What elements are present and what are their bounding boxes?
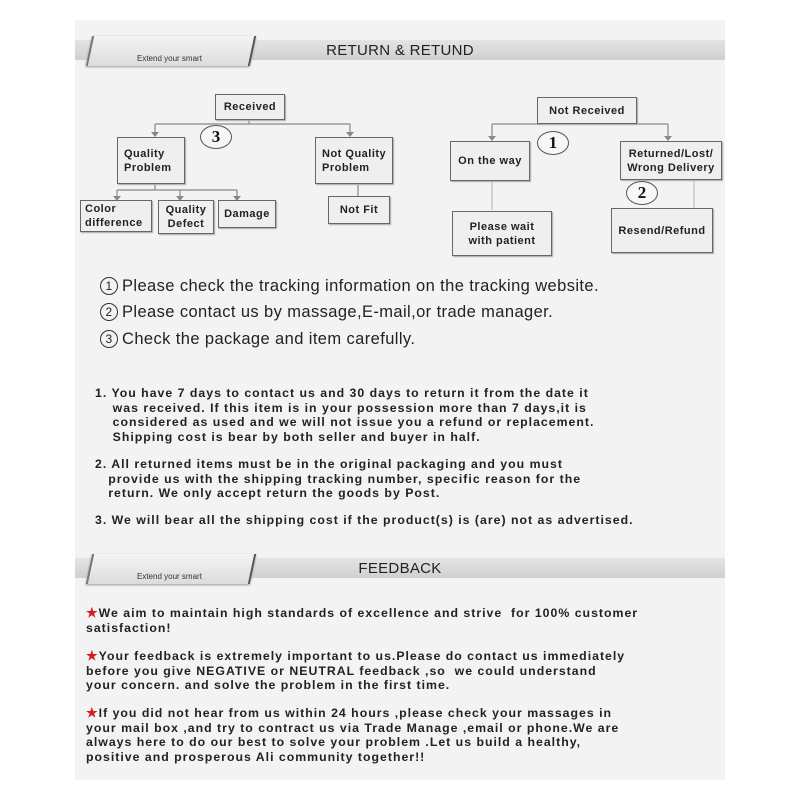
quality-defect-box: Quality Defect (158, 200, 214, 234)
note-3 (100, 330, 415, 349)
note-1 (100, 277, 599, 296)
note-number: 1 (100, 277, 118, 295)
feedback-text: Your feedback is extremely important to us.Please do contact us immediately before you give NEGATIVE or NEUTRAL feedback ,so we could understand your concern. and solve the problem in the first time. (86, 649, 626, 692)
feedback-item-2 (86, 649, 625, 693)
header-tab-text: Extend your smart (137, 54, 202, 63)
please-wait-box: Please wait with patient (452, 211, 552, 256)
feedback-header (75, 548, 725, 590)
policy-3: 3. We will bear all the shipping cost if the product(s) is (are) not as advertised. (95, 513, 634, 527)
note-number: 3 (100, 330, 118, 348)
feedback-text: If you did not hear from us within 24 hours ,please check your massages in your mail box ,and try to contract us via Trade Manage ,email or phone.We are always here to do our best to solve your problem .Let us build a healthy, positive and prosperous Ali community together!! (86, 706, 620, 764)
star-icon: ★ (86, 605, 99, 620)
note-number: 2 (100, 303, 118, 321)
step-badge-2: 2 (626, 181, 658, 205)
note-text: Please check the tracking information on the tracking website. (122, 277, 599, 295)
star-icon: ★ (86, 705, 99, 720)
note-2 (100, 303, 553, 322)
quality-problem-box: Quality Problem (117, 137, 185, 184)
step-badge-3: 3 (200, 125, 232, 149)
damage-box: Damage (218, 200, 276, 228)
feedback-title: FEEDBACK (358, 560, 442, 577)
return-title: RETURN & RETUND (326, 42, 474, 59)
resend-refund-box: Resend/Refund (611, 208, 713, 253)
not-received-box: Not Received (537, 97, 637, 124)
feedback-item-1 (86, 606, 638, 635)
policy-1: 1. You have 7 days to contact us and 30 days to return it from the date it was received. If this item is in your possession more than 7 days,it is considered as used and we will not issue you a refund or replacement. Shipping cost is bear by both seller and buyer in half. (95, 386, 595, 444)
step-badge-1: 1 (537, 131, 569, 155)
feedback-text: We aim to maintain high standards of excellence and strive for 100% customer satisfaction! (86, 606, 639, 635)
note-text: Please contact us by massage,E-mail,or trade manager. (122, 303, 554, 321)
returned-lost-box: Returned/Lost/ Wrong Delivery (620, 141, 722, 180)
on-the-way-box: On the way (450, 141, 530, 181)
policy-2: 2. All returned items must be in the original packaging and you must provide us with the shipping tracking number, specific reason for the return. We only accept return the goods by Post. (95, 457, 582, 500)
star-icon: ★ (86, 648, 99, 663)
note-text: Check the package and item carefully. (122, 330, 416, 348)
not-fit-box: Not Fit (328, 196, 390, 224)
header-tab-text: Extend your smart (137, 572, 202, 581)
color-difference-box: Color difference (80, 200, 152, 232)
feedback-item-3 (86, 706, 619, 764)
not-quality-problem-box: Not Quality Problem (315, 137, 393, 184)
received-box: Received (215, 94, 285, 120)
